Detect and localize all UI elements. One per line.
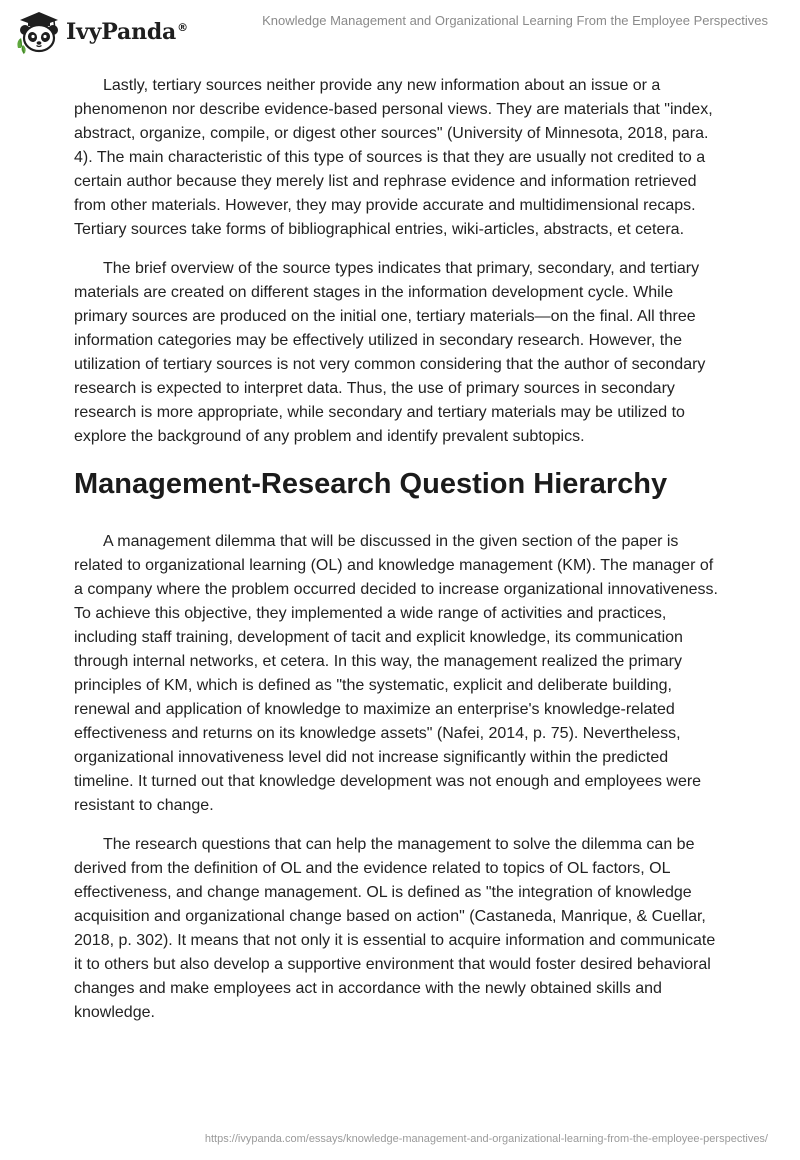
source-url-link[interactable]: https://ivypanda.com/essays/knowledge-management-and-organizational-learning-from-the-employee-perspectives/	[204, 1133, 768, 1145]
panda-mascot-icon	[14, 8, 62, 56]
paragraph-research-questions: The research questions that can help the management to solve the dilemma can be derived from the definition of OL and the evidence related to topics of OL factors, OL effectiveness, and change management. OL is defined as "the integration of knowledge acquisition and organizational change based on action" (Castaneda, Manrique, & Cuellar, 2018, p. 302). It means that not only it is essential to acquire information and communicate it to others but also develop a supportive environment that would foster desired behavioral changes and make employees act in accordance with the newly obtained skills and knowledge.	[74, 836, 716, 1021]
page-header	[0, 0, 800, 60]
paragraph-management-dilemma: A management dilemma that will be discussed in the given section of the paper is related to organizational learning (OL) and knowledge management (KM). The manager of a company where the problem occurred decided to increase organizational innovativeness. To achieve this objective, they implemented a wide range of activities and practices, including staff training, development of tacit and explicit knowledge, its communication through internal networks, et cetera. In this way, the management realized the primary principles of KM, which is defined as "the systematic, explicit and deliberate building, renewal and application of knowledge to maximize an enterprise's knowledge-related effectiveness and returns on its knowledge assets" (Nafei, 2014, p. 75). Nevertheless, organizational innovativeness level did not increase significantly within the predicted timeline. It turned out that knowledge development was not enough and employees were resistant to change.	[74, 533, 718, 814]
section-heading: Management-Research Question Hierarchy	[74, 468, 668, 500]
paragraph-tertiary-sources: Lastly, tertiary sources neither provide any new information about an issue or a phenomenon nor describe evidence-based personal views. They are materials that "index, abstract, organize, compile, or digest other sources" (University of Minnesota, 2018, para. 4). The main characteristic of this type of sources is that they are usually not credited to a certain author because they merely list and rephrase evidence and information retrieved from other materials. However, they may provide accurate and multidimensional recaps. Tertiary sources take forms of bibliographical entries, wiki-articles, abstracts, et cetera.	[74, 77, 713, 238]
document-title: Knowledge Management and Organizational Learning From the Employee Perspectives	[262, 13, 768, 28]
ivypanda-logo[interactable]	[14, 8, 188, 56]
essay-content	[74, 74, 726, 1040]
logo-wordmark	[66, 19, 188, 45]
logo-text: IvyPanda	[66, 19, 177, 45]
paragraph-source-overview: The brief overview of the source types indicates that primary, secondary, and tertiary materials are created on different stages in the information development cycle. While primary sources are produced on the initial one, tertiary materials—on the final. All three information categories may be effectively utilized in secondary research. However, the utilization of tertiary sources is not very common considering that the author of secondary research is expected to interpret data. Thus, the use of primary sources in secondary research is more appropriate, while secondary and tertiary materials may be utilized to explore the background of any problem and identify prevalent subtopics.	[74, 260, 706, 445]
registered-mark: ®	[177, 20, 188, 34]
